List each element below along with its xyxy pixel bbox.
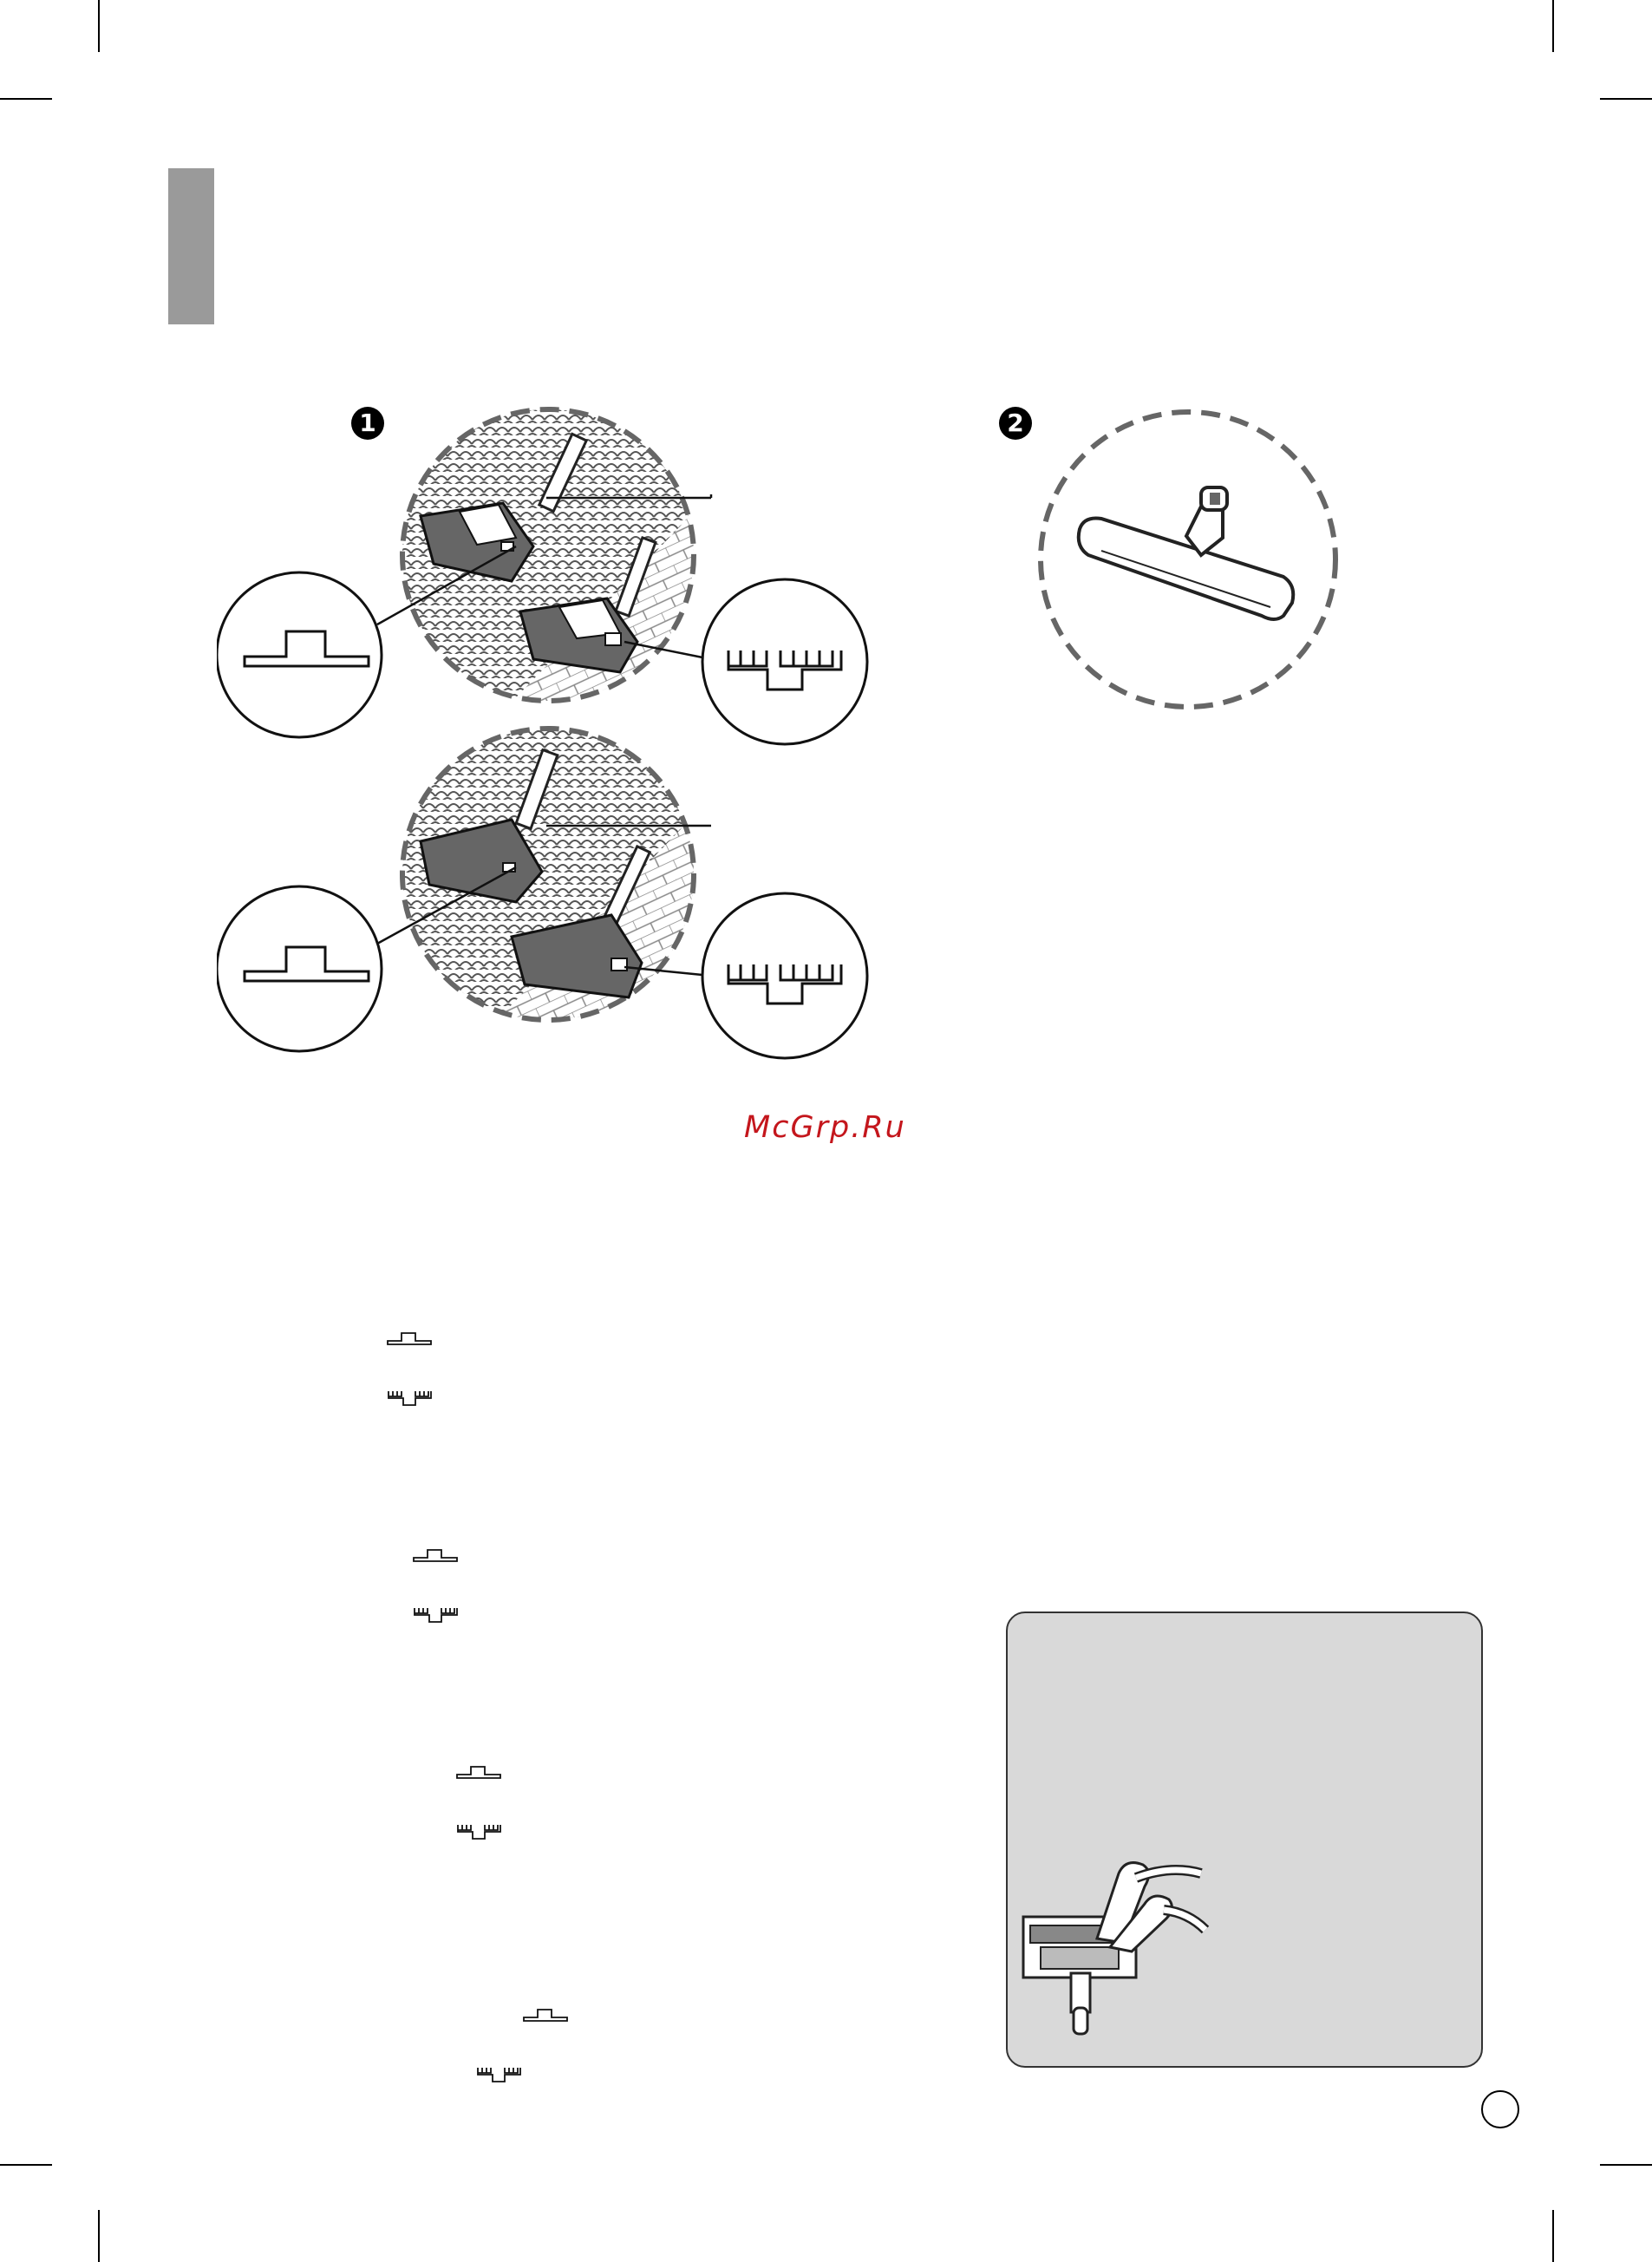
hard-floor-symbol-icon (522, 2006, 571, 2025)
watermark: McGrp.Ru (744, 1110, 906, 1145)
crop-mark (1600, 98, 1652, 100)
crop-mark (0, 2164, 52, 2166)
figure-1-badge: 1 (351, 407, 384, 440)
crop-mark (0, 98, 52, 100)
hard-floor-symbol-icon (412, 1546, 460, 1566)
tip-box (1006, 1612, 1483, 2068)
carpet-symbol-icon (475, 2064, 524, 2087)
crop-mark (1552, 2210, 1554, 2262)
nozzle-handle-illustration (1015, 1839, 1223, 2047)
figure-2-badge: 2 (999, 407, 1032, 440)
section-tab (168, 168, 214, 324)
parquet-brush-icon (1079, 487, 1294, 619)
carpet-symbol-icon (455, 1821, 504, 1844)
crop-mark (1600, 2164, 1652, 2166)
crop-mark (98, 0, 100, 52)
page-number-circle (1481, 2090, 1519, 2128)
figure-2-illustration (1032, 408, 1344, 720)
figure-1-illustration (217, 399, 876, 1075)
hard-floor-symbol-icon (386, 1330, 434, 1349)
carpet-symbol-icon (386, 1388, 434, 1410)
crop-mark (1552, 0, 1554, 52)
crop-mark (98, 2210, 100, 2262)
hard-floor-symbol-icon (455, 1763, 504, 1782)
carpet-symbol-icon (412, 1605, 460, 1627)
